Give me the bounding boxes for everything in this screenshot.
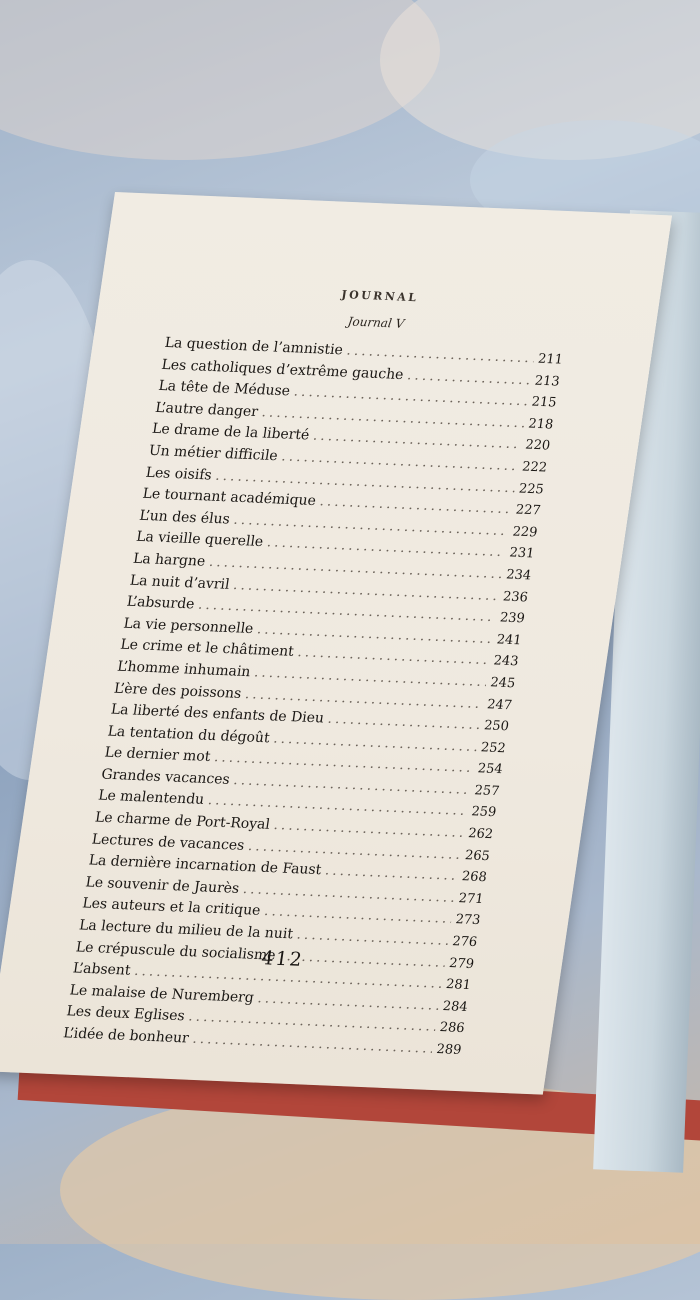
toc-entry-page: 268	[460, 869, 488, 886]
toc-entry-page: 273	[454, 912, 482, 929]
toc-entry-title: Les deux Eglises	[65, 1003, 186, 1025]
toc-entry-page: 222	[521, 459, 548, 476]
toc-entry-page: 215	[530, 394, 558, 411]
toc-entry-page: 276	[451, 934, 479, 951]
toc-entry-page: 227	[514, 502, 542, 519]
toc-entry-title: Un métier difficile	[147, 442, 279, 465]
toc-entry-page: 252	[479, 739, 507, 756]
toc-entry-page: 265	[463, 847, 491, 864]
toc-entry-page: 218	[527, 416, 555, 433]
toc-entry-title: L’absent	[71, 960, 132, 979]
toc-entry-title: Le drame de la liberté	[151, 421, 311, 444]
toc-entry-page: 225	[517, 481, 545, 498]
toc-entry-title: Le souvenir de Jaurès	[84, 874, 241, 897]
toc-entry-title: L’idée de bonheur	[62, 1025, 190, 1047]
toc-entry-page: 257	[473, 783, 501, 800]
toc-entry-title: La hargne	[131, 550, 207, 570]
toc-entry-title: Le tournant académique	[141, 485, 317, 510]
toc-entry-title: Le crépuscule du socialisme	[74, 938, 277, 964]
toc-entry-page: 262	[467, 826, 495, 843]
toc-entry-page: 220	[524, 437, 552, 454]
toc-entry-title: La tentation du dégoût	[106, 723, 271, 747]
toc-entry-title: Le malentendu	[97, 787, 206, 809]
toc-entry-page: 243	[492, 653, 520, 670]
book-page	[0, 192, 672, 1095]
toc-entry-title: Les catholiques d’extrême gauche	[160, 356, 405, 383]
toc-entry-page: 213	[533, 373, 561, 390]
toc-entry-page: 289	[435, 1041, 463, 1059]
toc-entry-title: L’homme inhumain	[116, 658, 252, 681]
toc-entry-title: Le malaise de Nuremberg	[68, 982, 255, 1006]
toc-entry-title: L’ère des poissons	[112, 680, 243, 702]
toc-entry-page: 279	[448, 955, 475, 972]
toc-entry-title: Le dernier mot	[103, 744, 212, 766]
toc-entry-title: Les auteurs et la critique	[81, 895, 262, 920]
toc-entry-title: Le crime et le châtiment	[119, 636, 295, 661]
toc-entry-page: 234	[505, 567, 533, 584]
toc-entry-title: L’autre danger	[154, 399, 260, 420]
quilt-fold	[0, 0, 440, 160]
toc-entry-title: La vie personnelle	[122, 615, 255, 637]
toc-entry-page: 259	[470, 804, 498, 821]
toc-entry-page: 250	[482, 718, 510, 735]
toc-entry-page: 229	[511, 524, 539, 541]
toc-entry-page: 245	[489, 675, 517, 692]
page-number: 412	[259, 947, 306, 971]
running-head: JOURNAL	[340, 288, 420, 305]
toc-entry-page: 231	[508, 545, 536, 562]
toc-entry-title: L’absurde	[125, 593, 196, 613]
toc-entry-title: La nuit d’avril	[128, 572, 231, 593]
toc-entry-page: 271	[457, 890, 485, 907]
toc-entry-title: La liberté des enfants de Dieu	[109, 701, 326, 727]
toc-entry-page: 281	[444, 977, 472, 994]
toc-entry-page: 211	[536, 351, 564, 368]
toc-entry-page: 239	[498, 610, 526, 627]
toc-entry-title: La lecture du milieu de la nuit	[78, 917, 295, 943]
toc-entry-title: Le charme de Port-Royal	[93, 809, 272, 833]
toc-entry-page: 241	[495, 632, 523, 649]
section-title: Journal V	[346, 314, 406, 331]
toc-entry-title: La vieille querelle	[135, 529, 265, 551]
toc-entry-page: 284	[441, 998, 469, 1015]
toc-entry-title: Les oisifs	[144, 464, 213, 484]
toc-entry-title: Grandes vacances	[100, 766, 231, 788]
toc-entry-title: L’un des élus	[138, 507, 231, 528]
toc-entry-page: 254	[476, 761, 504, 778]
toc-entry-page: 236	[502, 588, 529, 605]
toc-entry-title: La tête de Méduse	[157, 378, 292, 400]
toc-entry-page: 286	[438, 1020, 466, 1037]
toc-entry-title: La question de l’amnistie	[163, 334, 344, 359]
toc-entry-page: 247	[486, 696, 514, 713]
toc-entry-title: Lectures de vacances	[90, 831, 246, 854]
toc-entry-title: La dernière incarnation de Faust	[87, 852, 323, 879]
